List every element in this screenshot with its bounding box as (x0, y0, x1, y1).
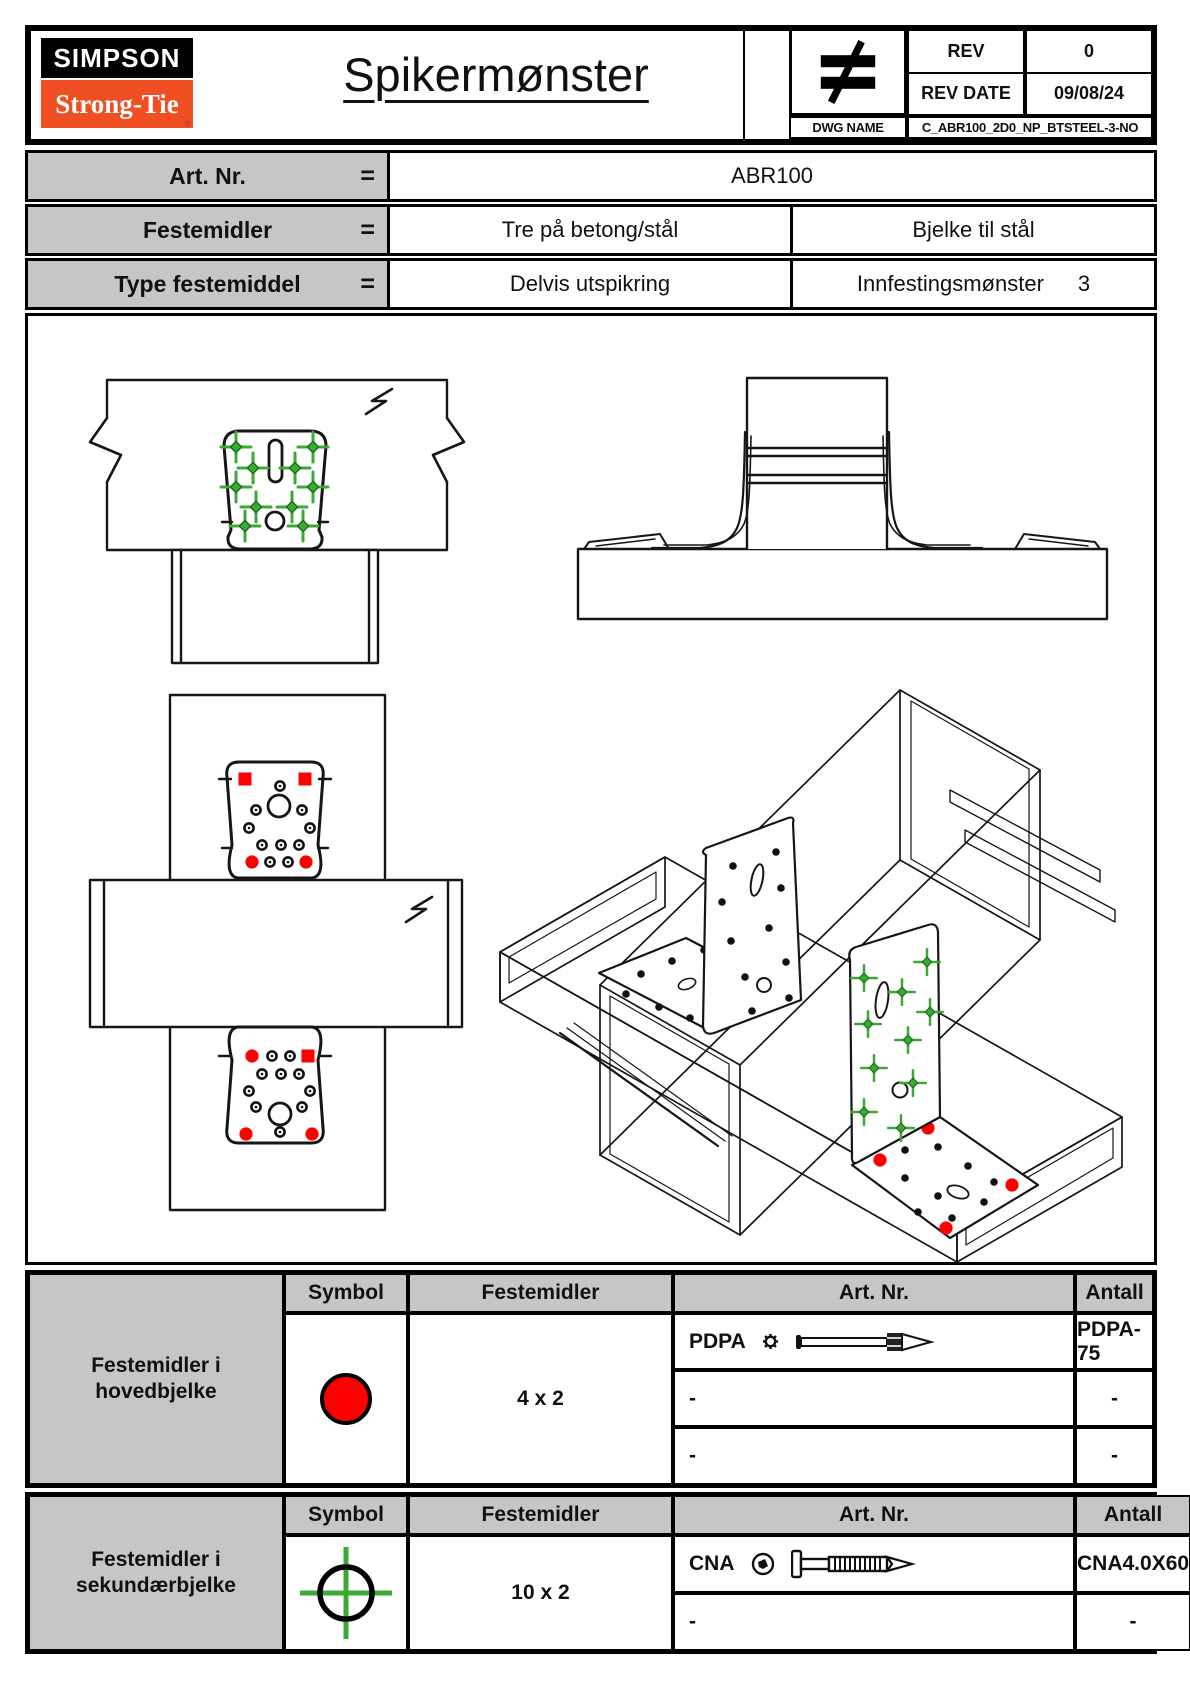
cna-head-icon (751, 1552, 775, 1576)
column-header-art-nr: Art. Nr. (673, 1495, 1075, 1535)
table-row-label: Festemidler i hovedbjelke (28, 1273, 284, 1485)
antall-cell: 4 x 2 (408, 1313, 673, 1485)
art-nr-cell: - (1075, 1427, 1154, 1485)
equals-sign: = (360, 215, 375, 244)
title-block (25, 25, 1157, 145)
column-header-antall: Antall (1075, 1273, 1154, 1313)
fastener-cell: - (673, 1593, 1075, 1651)
drawing-area (25, 313, 1157, 1265)
art-nr-cell: - (1075, 1370, 1154, 1427)
info-row-festemidler (25, 204, 1157, 256)
fasteners-table-sekundaerbjelke (25, 1492, 1190, 1654)
info-row-art-nr (25, 150, 1157, 202)
art-nr-value: ABR100 (731, 163, 813, 188)
equals-sign: = (360, 161, 375, 190)
pdpa-pin-icon (795, 1329, 935, 1355)
column-header-festemidler: Festemidler (408, 1495, 673, 1535)
table-row-label: Festemidler i sekundærbjelke (28, 1495, 284, 1651)
dwg-name-label: DWG NAME (789, 116, 907, 139)
red-circle-symbol-icon (320, 1373, 372, 1425)
technical-drawing (28, 316, 1154, 1262)
column-header-symbol: Symbol (284, 1495, 408, 1535)
info-label: Type festemiddel = (28, 261, 390, 307)
symbol-cell (284, 1535, 408, 1651)
pattern-number: 3 (1077, 271, 1091, 296)
festemidler-value-1: Tre på betong/stål (501, 217, 679, 242)
symbol-cell (284, 1313, 408, 1485)
art-nr-cell: PDPA-75 (1075, 1313, 1154, 1370)
fastener-cell: - (673, 1370, 1075, 1427)
info-label: Art. Nr. = (28, 153, 390, 199)
equals-sign: = (360, 269, 375, 298)
cna-nail-icon (791, 1549, 916, 1579)
rev-date-value: 09/08/24 (1025, 74, 1153, 117)
header-divider (743, 31, 745, 139)
plan-view-drawing (90, 695, 462, 1210)
column-header-symbol: Symbol (284, 1273, 408, 1313)
column-header-festemidler: Festemidler (408, 1273, 673, 1313)
front-view-drawing (90, 380, 464, 663)
info-label: Festemidler = (28, 207, 390, 253)
fastener-cell: CNA (673, 1535, 1075, 1593)
column-header-art-nr: Art. Nr. (673, 1273, 1075, 1313)
art-nr-cell: - (1075, 1593, 1190, 1651)
rev-date-label: REV DATE (907, 74, 1025, 117)
dwg-name-row (789, 116, 1153, 139)
rev-label: REV (907, 31, 1025, 74)
pdpa-head-icon (762, 1333, 779, 1350)
fasteners-table-hovedbjelke (25, 1270, 1157, 1488)
logo-strongtie: Strong-Tie ® (41, 80, 193, 128)
column-header-antall: Antall (1075, 1495, 1190, 1535)
fastener-cell: - (673, 1427, 1075, 1485)
simpson-strongtie-logo (41, 38, 193, 130)
registered-mark: ® (184, 119, 191, 129)
revision-table (907, 31, 1153, 116)
type-festemiddel-value: Delvis utspikring (509, 271, 671, 296)
page-title: Spikermønster (343, 48, 649, 101)
green-crosshair-symbol-icon (298, 1545, 394, 1641)
isometric-view-drawing (500, 690, 1122, 1262)
not-equal-icon (789, 31, 907, 116)
dwg-name-value: C_ABR100_2D0_NP_BTSTEEL-3-NO (907, 116, 1153, 139)
fastener-cell: PDPA (673, 1313, 1075, 1370)
logo-simpson: SIMPSON (41, 38, 193, 78)
festemidler-value-2: Bjelke til stål (912, 217, 1035, 242)
rev-value: 0 (1025, 31, 1153, 74)
info-row-type-festemiddel (25, 258, 1157, 310)
innfestingsmonster-cell: Innfestingsmønster 3 (856, 271, 1091, 296)
iso-bracket-right (849, 924, 1038, 1238)
antall-cell: 10 x 2 (408, 1535, 673, 1651)
side-view-drawing (578, 378, 1107, 619)
art-nr-cell: CNA4.0X60 (1075, 1535, 1190, 1593)
